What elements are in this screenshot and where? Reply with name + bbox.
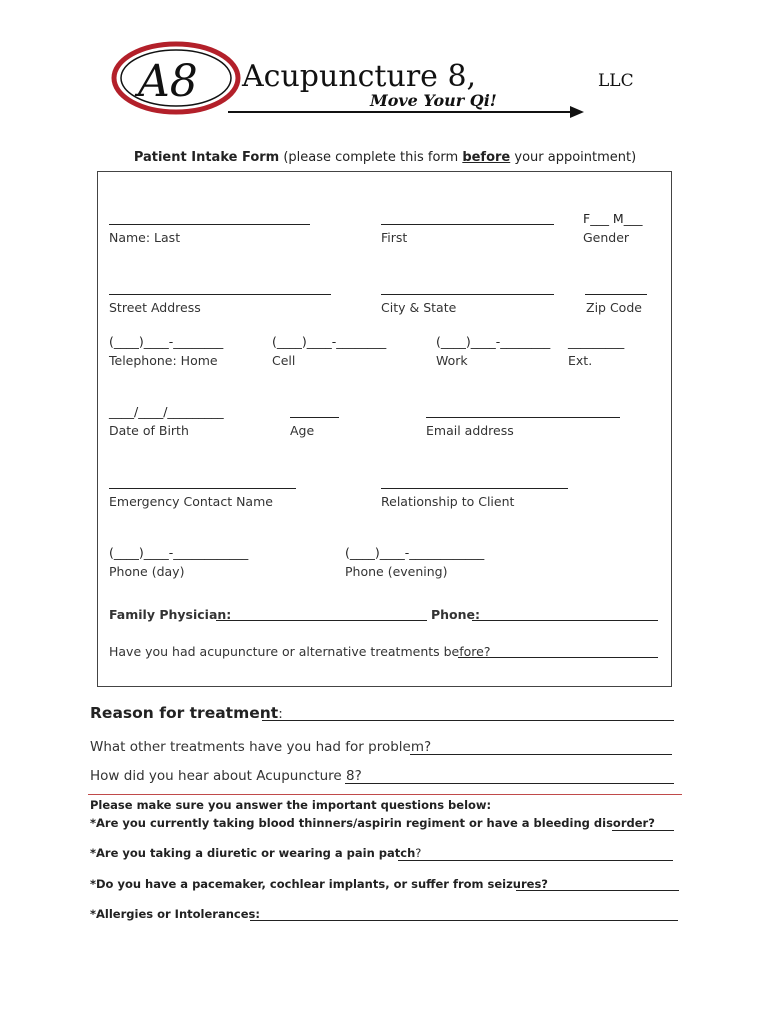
logo-monogram: A8: [138, 56, 198, 107]
form-title-emph: before: [462, 150, 511, 165]
prior-treatment-label: Have you had acupuncture or alternative treatments before?: [109, 644, 491, 659]
prior-treatment-field[interactable]: [458, 657, 658, 658]
street-address-label: Street Address: [109, 300, 201, 315]
logo-arrow-head: [570, 106, 584, 118]
blood-thinners-field[interactable]: [612, 830, 674, 831]
work-phone-field[interactable]: (____)____-________: [436, 334, 551, 349]
important-intro: Please make sure you answer the important questions below:: [90, 798, 492, 812]
heard-about-field[interactable]: [345, 783, 674, 784]
cell-phone-label: Cell: [272, 353, 296, 368]
home-phone-field[interactable]: (____)____-________: [109, 334, 224, 349]
street-address-field[interactable]: [109, 294, 331, 295]
blood-thinners-question: *Are you currently taking blood thinners/aspirin regiment or have a bleeding disorder?: [90, 816, 655, 830]
day-phone-field[interactable]: (____)____-____________: [109, 545, 249, 560]
relationship-field[interactable]: [381, 488, 568, 489]
cell-phone-field[interactable]: (____)____-________: [272, 334, 387, 349]
diuretic-question-row: [90, 846, 421, 860]
ext-label: Ext.: [568, 353, 593, 368]
reason-field[interactable]: [262, 720, 674, 721]
diuretic-question: *Are you taking a diuretic or wearing a pain patch: [90, 846, 416, 860]
email-label: Email address: [426, 423, 514, 438]
diuretic-question-mark: ?: [415, 846, 422, 860]
evening-phone-field[interactable]: (____)____-____________: [345, 545, 485, 560]
last-name-label: Name: Last: [109, 230, 181, 245]
other-treatments-label: What other treatments have you had for problem?: [90, 739, 432, 755]
reason-heading-row: [90, 703, 283, 722]
day-phone-label: Phone (day): [109, 564, 185, 579]
form-title-post: your appointment): [510, 150, 637, 165]
physician-phone-field[interactable]: [472, 620, 658, 621]
other-treatments-field[interactable]: [410, 754, 672, 755]
age-label: Age: [290, 423, 315, 438]
zip-code-field[interactable]: [585, 294, 647, 295]
section-divider: [88, 794, 682, 795]
form-title-strong: Patient Intake Form: [133, 150, 280, 165]
gender-label: Gender: [583, 230, 630, 245]
home-phone-label: Telephone: Home: [109, 353, 218, 368]
gender-field[interactable]: F___ M___: [583, 211, 643, 226]
first-name-label: First: [381, 230, 408, 245]
first-name-field[interactable]: [381, 224, 554, 225]
allergies-question: *Allergies or Intolerances:: [90, 907, 260, 921]
heard-about-label: How did you hear about Acupuncture 8?: [90, 768, 362, 784]
work-phone-label: Work: [436, 353, 468, 368]
email-field[interactable]: [426, 417, 620, 418]
date-of-birth-field[interactable]: ____/____/_________: [109, 404, 224, 419]
physician-phone-label: Phone:: [431, 607, 481, 622]
evening-phone-label: Phone (evening): [345, 564, 448, 579]
relationship-label: Relationship to Client: [381, 494, 515, 509]
emergency-contact-label: Emergency Contact Name: [109, 494, 273, 509]
family-physician-field[interactable]: [216, 620, 427, 621]
allergies-field[interactable]: [250, 920, 678, 921]
city-state-field[interactable]: [381, 294, 554, 295]
logo-tagline: Move Your Qi!: [370, 91, 497, 110]
diuretic-field[interactable]: [398, 860, 673, 861]
reason-colon: :: [278, 706, 283, 722]
reason-heading: Reason for treatment: [90, 704, 279, 722]
ext-field[interactable]: _________: [568, 334, 625, 349]
family-physician-label: Family Physician:: [109, 607, 232, 622]
acupuncture-8-logo: [108, 40, 668, 130]
zip-code-label: Zip Code: [586, 300, 642, 315]
logo-llc: LLC: [598, 71, 634, 91]
city-state-label: City & State: [381, 300, 457, 315]
pacemaker-field[interactable]: [516, 890, 679, 891]
age-field[interactable]: [290, 417, 339, 418]
pacemaker-question: *Do you have a pacemaker, cochlear implants, or suffer from seizures?: [90, 877, 548, 891]
date-of-birth-label: Date of Birth: [109, 423, 189, 438]
logo-brand: Acupuncture 8,: [242, 59, 477, 94]
emergency-contact-field[interactable]: [109, 488, 296, 489]
form-title: [0, 150, 770, 165]
form-title-pre: (please complete this form: [279, 150, 463, 165]
last-name-field[interactable]: [109, 224, 310, 225]
